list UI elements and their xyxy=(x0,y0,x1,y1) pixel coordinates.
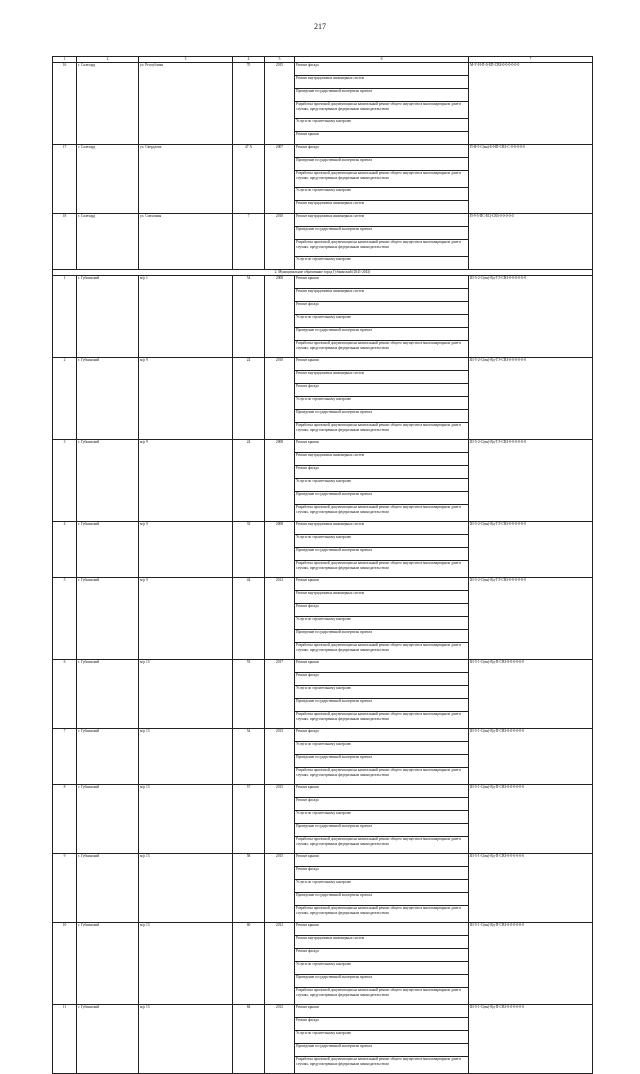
building-number: 58 xyxy=(233,854,265,923)
page-number: 217 xyxy=(314,22,326,31)
building-number: 70 xyxy=(233,63,265,145)
column-number: 3 xyxy=(139,57,233,63)
work-type: Разработка проектной документации на капитальный ремонт общего имущества в многоквартирном доме в случаях, предусмотренных федеральным законодательством xyxy=(295,643,469,660)
work-type: Ремонт внутридомовых инженерных систем xyxy=(295,214,469,227)
work-type: Ремонт внутридомовых инженерных систем xyxy=(295,76,469,89)
table-body xyxy=(53,57,593,1074)
work-type: Услуги по строительному контролю xyxy=(295,880,469,893)
work-type: Ремонт фасада xyxy=(295,302,469,315)
work-type: Разработка проектной документации на капитальный ремонт общего имущества в многоквартирном доме в случаях, предусмотренных федеральным законодательством xyxy=(295,341,469,358)
house-row xyxy=(53,1005,593,1018)
building-number: 54 xyxy=(233,729,265,785)
work-type: Проведение государственной экспертизы проекта xyxy=(295,824,469,837)
building-code: Ш-5-1-С(вн)-Вд-П-СВЗ-0-0-0-0-0-0 xyxy=(469,923,593,1005)
municipality: г. Губкинский xyxy=(77,660,139,729)
municipality: г. Салехард xyxy=(77,145,139,214)
municipality: г. Губкинский xyxy=(77,276,139,358)
house-number: 16 xyxy=(53,63,77,145)
work-type: Ремонт крыши xyxy=(295,578,469,591)
work-type: Ремонт крыши xyxy=(295,1005,469,1018)
work-type: Разработка проектной документации на капитальный ремонт общего имущества в многоквартирном доме в случаях, предусмотренных федеральным законодательством xyxy=(295,561,469,578)
work-type: Ремонт крыши xyxy=(295,923,469,936)
street: м/р 13 xyxy=(139,660,233,729)
house-row xyxy=(53,522,593,535)
street: м/р 9 xyxy=(139,440,233,522)
building-number: 24 xyxy=(233,440,265,522)
municipality: г. Салехард xyxy=(77,214,139,270)
work-type: Ремонт фасада xyxy=(295,673,469,686)
work-type: Разработка проектной документации на капитальный ремонт общего имущества в многоквартирном доме в случаях, предусмотренных федеральным законодательством xyxy=(295,423,469,440)
house-row xyxy=(53,729,593,742)
work-type: Ремонт фасада xyxy=(295,384,469,397)
building-code: Ш-5-1-С(вн)-Вд-П-СВЗ-0-0-0-0-0-0 xyxy=(469,660,593,729)
column-number: 5 xyxy=(265,57,295,63)
column-number: 2 xyxy=(77,57,139,63)
work-type: Ремонт крыши xyxy=(295,785,469,798)
planned-year: 2015 xyxy=(265,63,295,145)
house-number: 3 xyxy=(53,440,77,522)
building-number: 47 А xyxy=(233,145,265,214)
work-type: Проведение государственной экспертизы проекта xyxy=(295,492,469,505)
planned-year: 2010 xyxy=(265,358,295,440)
municipality: г. Губкинский xyxy=(77,1005,139,1074)
work-type: Услуги по строительному контролю xyxy=(295,479,469,492)
house-row xyxy=(53,923,593,936)
house-row xyxy=(53,276,593,289)
work-type: Ремонт фасада xyxy=(295,1018,469,1031)
work-type: Услуги по строительному контролю xyxy=(295,962,469,975)
work-type: Проведение государственной экспертизы проекта xyxy=(295,893,469,906)
house-row xyxy=(53,578,593,591)
work-type: Разработка проектной документации на капитальный ремонт общего имущества в многоквартирном доме в случаях, предусмотренных федеральным законодательством xyxy=(295,988,469,1005)
house-row xyxy=(53,785,593,798)
work-type: Ремонт фасада xyxy=(295,729,469,742)
house-row xyxy=(53,854,593,867)
building-number: 84 xyxy=(233,1005,265,1074)
work-type: Ремонт внутридомовых инженерных систем xyxy=(295,201,469,214)
work-type: Разработка проектной документации на капитальный ремонт общего имущества в многоквартирном доме в случаях, предусмотренных федеральным законодательством xyxy=(295,1057,469,1074)
municipality: г. Губкинский xyxy=(77,522,139,578)
house-row xyxy=(53,660,593,673)
work-type: Ремонт крыши xyxy=(295,854,469,867)
house-number: 8 xyxy=(53,785,77,854)
building-code: Ш-5-1-С(вн)-Вд-П-СВЗ-0-0-0-0-0-0 xyxy=(469,729,593,785)
street: ул. Республики xyxy=(139,63,233,145)
work-type: Ремонт внутридомовых инженерных систем xyxy=(295,936,469,949)
work-type: Услуги по строительному контролю xyxy=(295,188,469,201)
work-type: Ремонт фасада xyxy=(295,798,469,811)
work-type: Услуги по строительному контролю xyxy=(295,1031,469,1044)
work-type: Проведение государственной экспертизы проекта xyxy=(295,755,469,768)
house-number: 11 xyxy=(53,1005,77,1074)
building-code: М-У-Н-П-0-ЕП-СВЗ-0-0-0-0-0-0 xyxy=(469,63,593,145)
work-type: Ремонт крыши xyxy=(295,440,469,453)
street: м/р 9 xyxy=(139,358,233,440)
street: ул. Совхозная xyxy=(139,214,233,270)
building-code: Ш-5-2-С(вн)-Вд-ТЭ-СВЗ-0-0-0-0-0-0 xyxy=(469,358,593,440)
work-type: Разработка проектной документации на капитальный ремонт общего имущества в многоквартирном доме в случаях, предусмотренных федеральным законодательством xyxy=(295,171,469,188)
planned-year: 2007 xyxy=(265,145,295,214)
column-number: 1 xyxy=(53,57,77,63)
planned-year: 2008 xyxy=(265,522,295,578)
work-type: Проведение государственной экспертизы проекта xyxy=(295,227,469,240)
work-type: Разработка проектной документации на капитальный ремонт общего имущества в многоквартирном доме в случаях, предусмотренных федеральным законодательством xyxy=(295,712,469,729)
work-type: Ремонт крыши xyxy=(295,132,469,145)
work-type: Проведение государственной экспертизы проекта xyxy=(295,410,469,423)
work-type: Ремонт фасада xyxy=(295,604,469,617)
building-code: Ш-5-2-С(вн)-Вд-ТЭ-СВЗ-0-0-0-0-0-0 xyxy=(469,578,593,660)
work-type: Ремонт внутридомовых инженерных систем xyxy=(295,371,469,384)
house-row xyxy=(53,440,593,453)
house-number: 9 xyxy=(53,854,77,923)
work-type: Услуги по строительному контролю xyxy=(295,257,469,270)
work-type: Ремонт крыши xyxy=(295,358,469,371)
work-type: Ремонт внутридомовых инженерных систем xyxy=(295,591,469,604)
building-number: 60 xyxy=(233,923,265,1005)
work-type: Разработка проектной документации на капитальный ремонт общего имущества в многоквартирном доме в случаях, предусмотренных федеральным законодательством xyxy=(295,837,469,854)
building-number: 54 xyxy=(233,276,265,358)
section-title: 2. Муниципальное образование город Губкинский (2041-2043) xyxy=(53,270,593,276)
work-type: Ремонт внутридомовых инженерных систем xyxy=(295,453,469,466)
work-type: Проведение государственной экспертизы проекта xyxy=(295,1044,469,1057)
planned-year: 2015 xyxy=(265,785,295,854)
work-type: Ремонт внутридомовых инженерных систем xyxy=(295,289,469,302)
planned-year: 2015 xyxy=(265,854,295,923)
work-type: Услуги по строительному контролю xyxy=(295,535,469,548)
work-type: Услуги по строительному контролю xyxy=(295,397,469,410)
building-code: Ш-5-2-С(вн)-Вд-ТЭ-СВЗ-0-0-0-0-0-0 xyxy=(469,440,593,522)
building-number: 44 xyxy=(233,578,265,660)
building-code: П-9-5-ПС-ЕЦ-СВЗ-0-0-0-0-0 xyxy=(469,214,593,270)
work-type: Проведение государственной экспертизы проекта xyxy=(295,630,469,643)
house-number: 1 xyxy=(53,276,77,358)
planned-year: 2008 xyxy=(265,276,295,358)
building-code: П-Я-5-С(вн)-Б-НП-СВЗ-С-0-0-0-0-0 xyxy=(469,145,593,214)
street: м/р 9 xyxy=(139,578,233,660)
column-number: 4 xyxy=(233,57,265,63)
work-type: Ремонт внутридомовых инженерных систем xyxy=(295,522,469,535)
building-number: 33 xyxy=(233,522,265,578)
work-type: Проведение государственной экспертизы проекта xyxy=(295,548,469,561)
building-number: 57 xyxy=(233,785,265,854)
work-type: Ремонт фасада xyxy=(295,466,469,479)
work-type: Ремонт крыши xyxy=(295,660,469,673)
work-type: Ремонт фасада xyxy=(295,867,469,880)
work-type: Разработка проектной документации на капитальный ремонт общего имущества в многоквартирном доме в случаях, предусмотренных федеральным законодательством xyxy=(295,505,469,522)
street: м/р 13 xyxy=(139,1005,233,1074)
house-number: 5 xyxy=(53,578,77,660)
municipality: г. Губкинский xyxy=(77,785,139,854)
house-row xyxy=(53,214,593,227)
house-number: 6 xyxy=(53,660,77,729)
building-number: 7 xyxy=(233,214,265,270)
house-number: 7 xyxy=(53,729,77,785)
planned-year: 2008 xyxy=(265,440,295,522)
municipality: г. Губкинский xyxy=(77,729,139,785)
work-type: Услуги по строительному контролю xyxy=(295,315,469,328)
house-row xyxy=(53,63,593,76)
building-code: Ш-5-1-С(вн)-Вд-П-СВЗ-0-0-0-0-0-0 xyxy=(469,854,593,923)
repair-schedule-table xyxy=(52,56,593,1074)
house-number: 2 xyxy=(53,358,77,440)
work-type: Проведение государственной экспертизы проекта xyxy=(295,975,469,988)
house-number: 18 xyxy=(53,214,77,270)
work-type: Проведение государственной экспертизы проекта xyxy=(295,699,469,712)
municipality: г. Губкинский xyxy=(77,578,139,660)
street: ул. Свердлова xyxy=(139,145,233,214)
municipality: г. Салехард xyxy=(77,63,139,145)
work-type: Ремонт крыши xyxy=(295,276,469,289)
house-number: 4 xyxy=(53,522,77,578)
work-type: Разработка проектной документации на капитальный ремонт общего имущества в многоквартирном доме в случаях, предусмотренных федеральным законодательством xyxy=(295,906,469,923)
street: м/р 13 xyxy=(139,729,233,785)
planned-year: 2012 xyxy=(265,1005,295,1074)
column-number: 6 xyxy=(295,57,469,63)
house-row xyxy=(53,145,593,158)
work-type: Проведение государственной экспертизы проекта xyxy=(295,328,469,341)
work-type: Услуги по строительному контролю xyxy=(295,617,469,630)
municipality: г. Губкинский xyxy=(77,440,139,522)
building-number: 22 xyxy=(233,358,265,440)
work-type: Услуги по строительному контролю xyxy=(295,686,469,699)
building-code: Ш-5-2-С(вн)-Вд-ТЭ-СВЗ-0-0-0-0-0-0 xyxy=(469,276,593,358)
building-code: Ш-5-1-С(вн)-Вд-П-СВЗ-0-0-0-0-0-0 xyxy=(469,785,593,854)
house-row xyxy=(53,358,593,371)
street: м/р 1 xyxy=(139,276,233,358)
house-number: 10 xyxy=(53,923,77,1005)
street: м/р 13 xyxy=(139,785,233,854)
work-type: Разработка проектной документации на капитальный ремонт общего имущества в многоквартирном доме в случаях, предусмотренных федеральным законодательством xyxy=(295,102,469,119)
work-type: Проведение государственной экспертизы проекта xyxy=(295,158,469,171)
work-type: Услуги по строительному контролю xyxy=(295,811,469,824)
municipality: г. Губкинский xyxy=(77,358,139,440)
planned-year: 2012 xyxy=(265,578,295,660)
planned-year: 2012 xyxy=(265,923,295,1005)
street: м/р 9 xyxy=(139,522,233,578)
work-type: Проведение государственной экспертизы проекта xyxy=(295,89,469,102)
work-type: Услуги по строительному контролю xyxy=(295,742,469,755)
work-type: Разработка проектной документации на капитальный ремонт общего имущества в многоквартирном доме в случаях, предусмотренных федеральным законодательством xyxy=(295,240,469,257)
work-type: Ремонт фасада xyxy=(295,145,469,158)
work-type: Услуги по строительному контролю xyxy=(295,119,469,132)
work-type: Ремонт фасада xyxy=(295,949,469,962)
planned-year: 2010 xyxy=(265,214,295,270)
work-type: Ремонт фасада xyxy=(295,63,469,76)
planned-year: 2017 xyxy=(265,660,295,729)
municipality: г. Губкинский xyxy=(77,923,139,1005)
street: м/р 13 xyxy=(139,923,233,1005)
building-code: Ш-5-1-С(вн)-Вд-П-СВЗ-0-0-0-0-0-0 xyxy=(469,1005,593,1074)
house-number: 17 xyxy=(53,145,77,214)
building-number: 53 xyxy=(233,660,265,729)
municipality: г. Губкинский xyxy=(77,854,139,923)
street: м/р 13 xyxy=(139,854,233,923)
planned-year: 2013 xyxy=(265,729,295,785)
column-number: 7 xyxy=(469,57,593,63)
work-type: Разработка проектной документации на капитальный ремонт общего имущества в многоквартирном доме в случаях, предусмотренных федеральным законодательством xyxy=(295,768,469,785)
building-code: Ш-5-2-С(вн)-Вд-ТЭ-СВЗ-0-0-0-0-0-0 xyxy=(469,522,593,578)
